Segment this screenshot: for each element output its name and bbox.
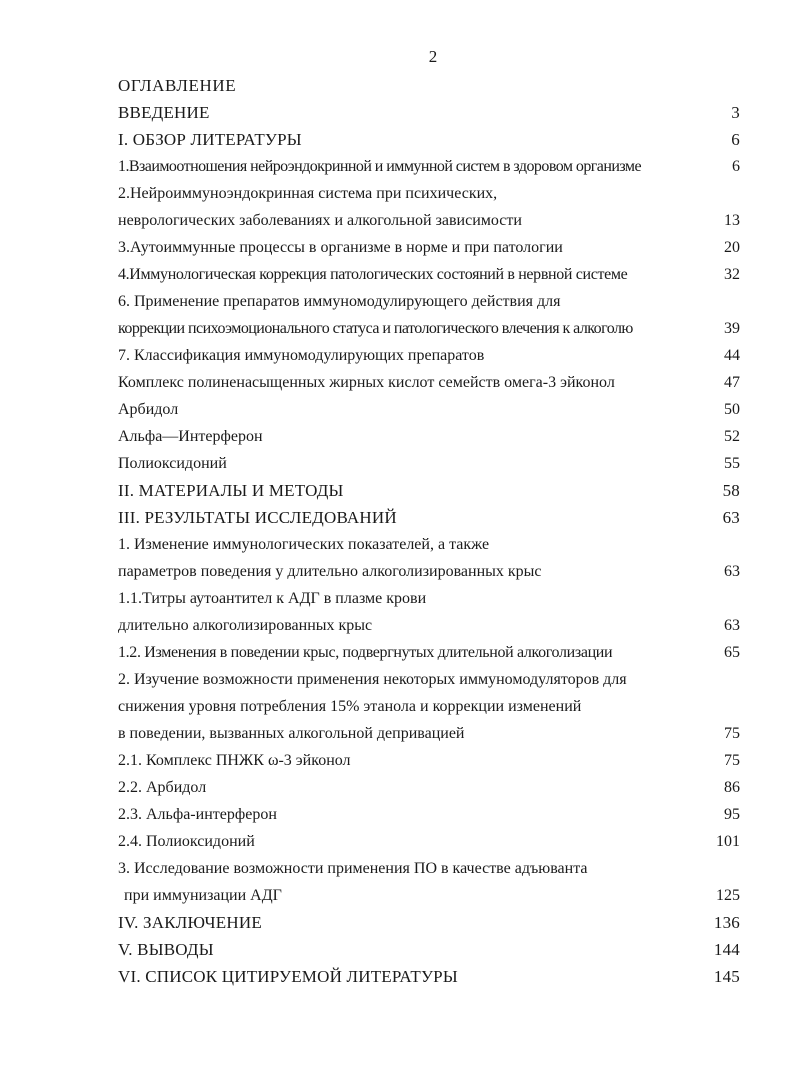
toc-entry[interactable] bbox=[118, 99, 740, 126]
toc-entry-page: 13 bbox=[724, 212, 740, 229]
toc-entry-label: 1. Изменение иммунологических показателей, а также bbox=[118, 536, 490, 553]
toc-heading bbox=[118, 72, 740, 99]
toc-entry-page: 63 bbox=[724, 563, 740, 580]
toc-entry[interactable] bbox=[118, 909, 740, 936]
toc-entry[interactable] bbox=[118, 396, 740, 423]
toc-entry-page: 125 bbox=[716, 887, 740, 904]
toc-entry-label: III. РЕЗУЛЬТАТЫ ИССЛЕДОВАНИЙ bbox=[118, 508, 397, 527]
toc-entry[interactable] bbox=[118, 639, 740, 666]
toc-entry[interactable] bbox=[118, 666, 740, 693]
toc-entry[interactable] bbox=[118, 369, 740, 396]
toc-entry-label: 1.1.Титры аутоантител к АДГ в плазме крови bbox=[118, 590, 427, 607]
toc-entry-label: 2.4. Полиоксидоний bbox=[118, 833, 255, 850]
toc-entry-page: 63 bbox=[722, 508, 740, 527]
toc-entry-page: 44 bbox=[724, 347, 740, 364]
toc-entry-label: Альфа—Интерферон bbox=[118, 428, 263, 445]
toc-entry[interactable] bbox=[118, 531, 740, 558]
toc-entry-label: 2.2. Арбидол bbox=[118, 779, 207, 796]
toc-entry[interactable] bbox=[118, 234, 740, 261]
toc-entry-label: при иммунизации АДГ bbox=[124, 887, 282, 904]
toc-entry[interactable] bbox=[118, 288, 740, 315]
toc-entry[interactable] bbox=[118, 153, 740, 180]
toc-entry-label: 1.Взаимоотношения нейроэндокринной и иммунной систем в здоровом организме bbox=[118, 158, 642, 175]
toc-entry[interactable] bbox=[118, 207, 740, 234]
toc-entry-page: 63 bbox=[724, 617, 740, 634]
toc-entry-label: в поведении, вызванных алкогольной депривацией bbox=[118, 725, 465, 742]
toc-entry-label: параметров поведения у длительно алкоголизированных крыс bbox=[118, 563, 542, 580]
toc-entry[interactable] bbox=[118, 126, 740, 153]
toc-entry-label: I. ОБЗОР ЛИТЕРАТУРЫ bbox=[118, 130, 302, 149]
toc-entry-label: Арбидол bbox=[118, 401, 179, 418]
toc-entry-label: 3. Исследование возможности применения ПО в качестве адъюванта bbox=[118, 860, 588, 877]
toc-entry-page: 86 bbox=[724, 779, 740, 796]
toc-entry[interactable] bbox=[118, 261, 740, 288]
toc-entry-label: коррекции психоэмоционального статуса и патологического влечения к алкоголю bbox=[118, 320, 633, 337]
toc-entry[interactable] bbox=[118, 828, 740, 855]
toc-entry[interactable] bbox=[118, 720, 740, 747]
toc-entry[interactable] bbox=[118, 855, 740, 882]
toc-entry-label: 1.2. Изменения в поведении крыс, подвергнутых длительной алкоголизации bbox=[118, 644, 613, 661]
toc-entry-page: 39 bbox=[724, 320, 740, 337]
toc-entry[interactable] bbox=[118, 423, 740, 450]
toc-entry-label: II. МАТЕРИАЛЫ И МЕТОДЫ bbox=[118, 481, 344, 500]
toc-entry[interactable] bbox=[118, 936, 740, 963]
toc-entry-label: Полиоксидоний bbox=[118, 455, 227, 472]
toc-entry-page: 20 bbox=[724, 239, 740, 256]
toc-entry[interactable] bbox=[118, 963, 740, 990]
toc-entry[interactable] bbox=[118, 504, 740, 531]
toc-entry-label: ВВЕДЕНИЕ bbox=[118, 103, 210, 122]
toc-entry-label: 2. Изучение возможности применения некоторых иммуномодуляторов для bbox=[118, 671, 627, 688]
toc-entry-page: 47 bbox=[724, 374, 740, 391]
toc-entry[interactable] bbox=[118, 585, 740, 612]
toc-entry[interactable] bbox=[118, 612, 740, 639]
toc-entry-page: 6 bbox=[732, 158, 740, 175]
toc-entry[interactable] bbox=[118, 882, 740, 909]
toc-entry[interactable] bbox=[118, 747, 740, 774]
toc-entry[interactable] bbox=[118, 558, 740, 585]
toc-entry-label: неврологических заболеваниях и алкогольной зависимости bbox=[118, 212, 522, 229]
toc-entry-label: 2.Нейроиммуноэндокринная система при психических, bbox=[118, 185, 498, 202]
toc-entry-page: 58 bbox=[722, 481, 740, 500]
toc-entry-page: 65 bbox=[724, 644, 740, 661]
toc-entry-label: 4.Иммунологическая коррекция патологических состояний в нервной системе bbox=[118, 266, 628, 283]
toc-entry-page: 32 bbox=[724, 266, 740, 283]
toc-entry-label: IV. ЗАКЛЮЧЕНИЕ bbox=[118, 913, 262, 932]
toc-entry-label: 2.1. Комплекс ПНЖК ω-3 эйконол bbox=[118, 752, 351, 769]
toc-entry-label: 2.3. Альфа-интерферон bbox=[118, 806, 277, 823]
toc-entry-page: 145 bbox=[713, 967, 740, 986]
toc-entry-label: 7. Классификация иммуномодулирующих препаратов bbox=[118, 347, 485, 364]
toc-entry[interactable] bbox=[118, 477, 740, 504]
toc-entry-page: 52 bbox=[724, 428, 740, 445]
toc-entry-page: 3 bbox=[731, 103, 740, 122]
toc-heading-label: ОГЛАВЛЕНИЕ bbox=[118, 76, 237, 95]
toc-entry-label: 6. Применение препаратов иммуномодулирующего действия для bbox=[118, 293, 561, 310]
toc-entry[interactable] bbox=[118, 342, 740, 369]
table-of-contents bbox=[118, 72, 740, 990]
toc-entry-page: 75 bbox=[724, 725, 740, 742]
toc-entry[interactable] bbox=[118, 693, 740, 720]
toc-entry[interactable] bbox=[118, 801, 740, 828]
toc-entry-label: Комплекс полиненасыщенных жирных кислот семейств омега-3 эйконол bbox=[118, 374, 615, 391]
toc-entry-page: 75 bbox=[724, 752, 740, 769]
toc-entry[interactable] bbox=[118, 180, 740, 207]
toc-entry-page: 55 bbox=[724, 455, 740, 472]
toc-entry[interactable] bbox=[118, 315, 740, 342]
toc-entry-label: V. ВЫВОДЫ bbox=[118, 940, 214, 959]
toc-entry-page: 6 bbox=[731, 130, 740, 149]
toc-entry-page: 101 bbox=[716, 833, 740, 850]
toc-entry-label: длительно алкоголизированных крыс bbox=[118, 617, 373, 634]
toc-entry-page: 136 bbox=[713, 913, 740, 932]
toc-entry-label: 3.Аутоиммунные процессы в организме в норме и при патологии bbox=[118, 239, 563, 256]
page-number: 2 bbox=[428, 47, 438, 66]
toc-entry-label: снижения уровня потребления 15% этанола и коррекции изменений bbox=[118, 698, 582, 715]
toc-entry-label: VI. СПИСОК ЦИТИРУЕМОЙ ЛИТЕРАТУРЫ bbox=[118, 967, 458, 986]
toc-entry-page: 50 bbox=[724, 401, 740, 418]
toc-entry-page: 144 bbox=[713, 940, 740, 959]
toc-entry[interactable] bbox=[118, 450, 740, 477]
toc-entry-page: 95 bbox=[724, 806, 740, 823]
toc-entry[interactable] bbox=[118, 774, 740, 801]
